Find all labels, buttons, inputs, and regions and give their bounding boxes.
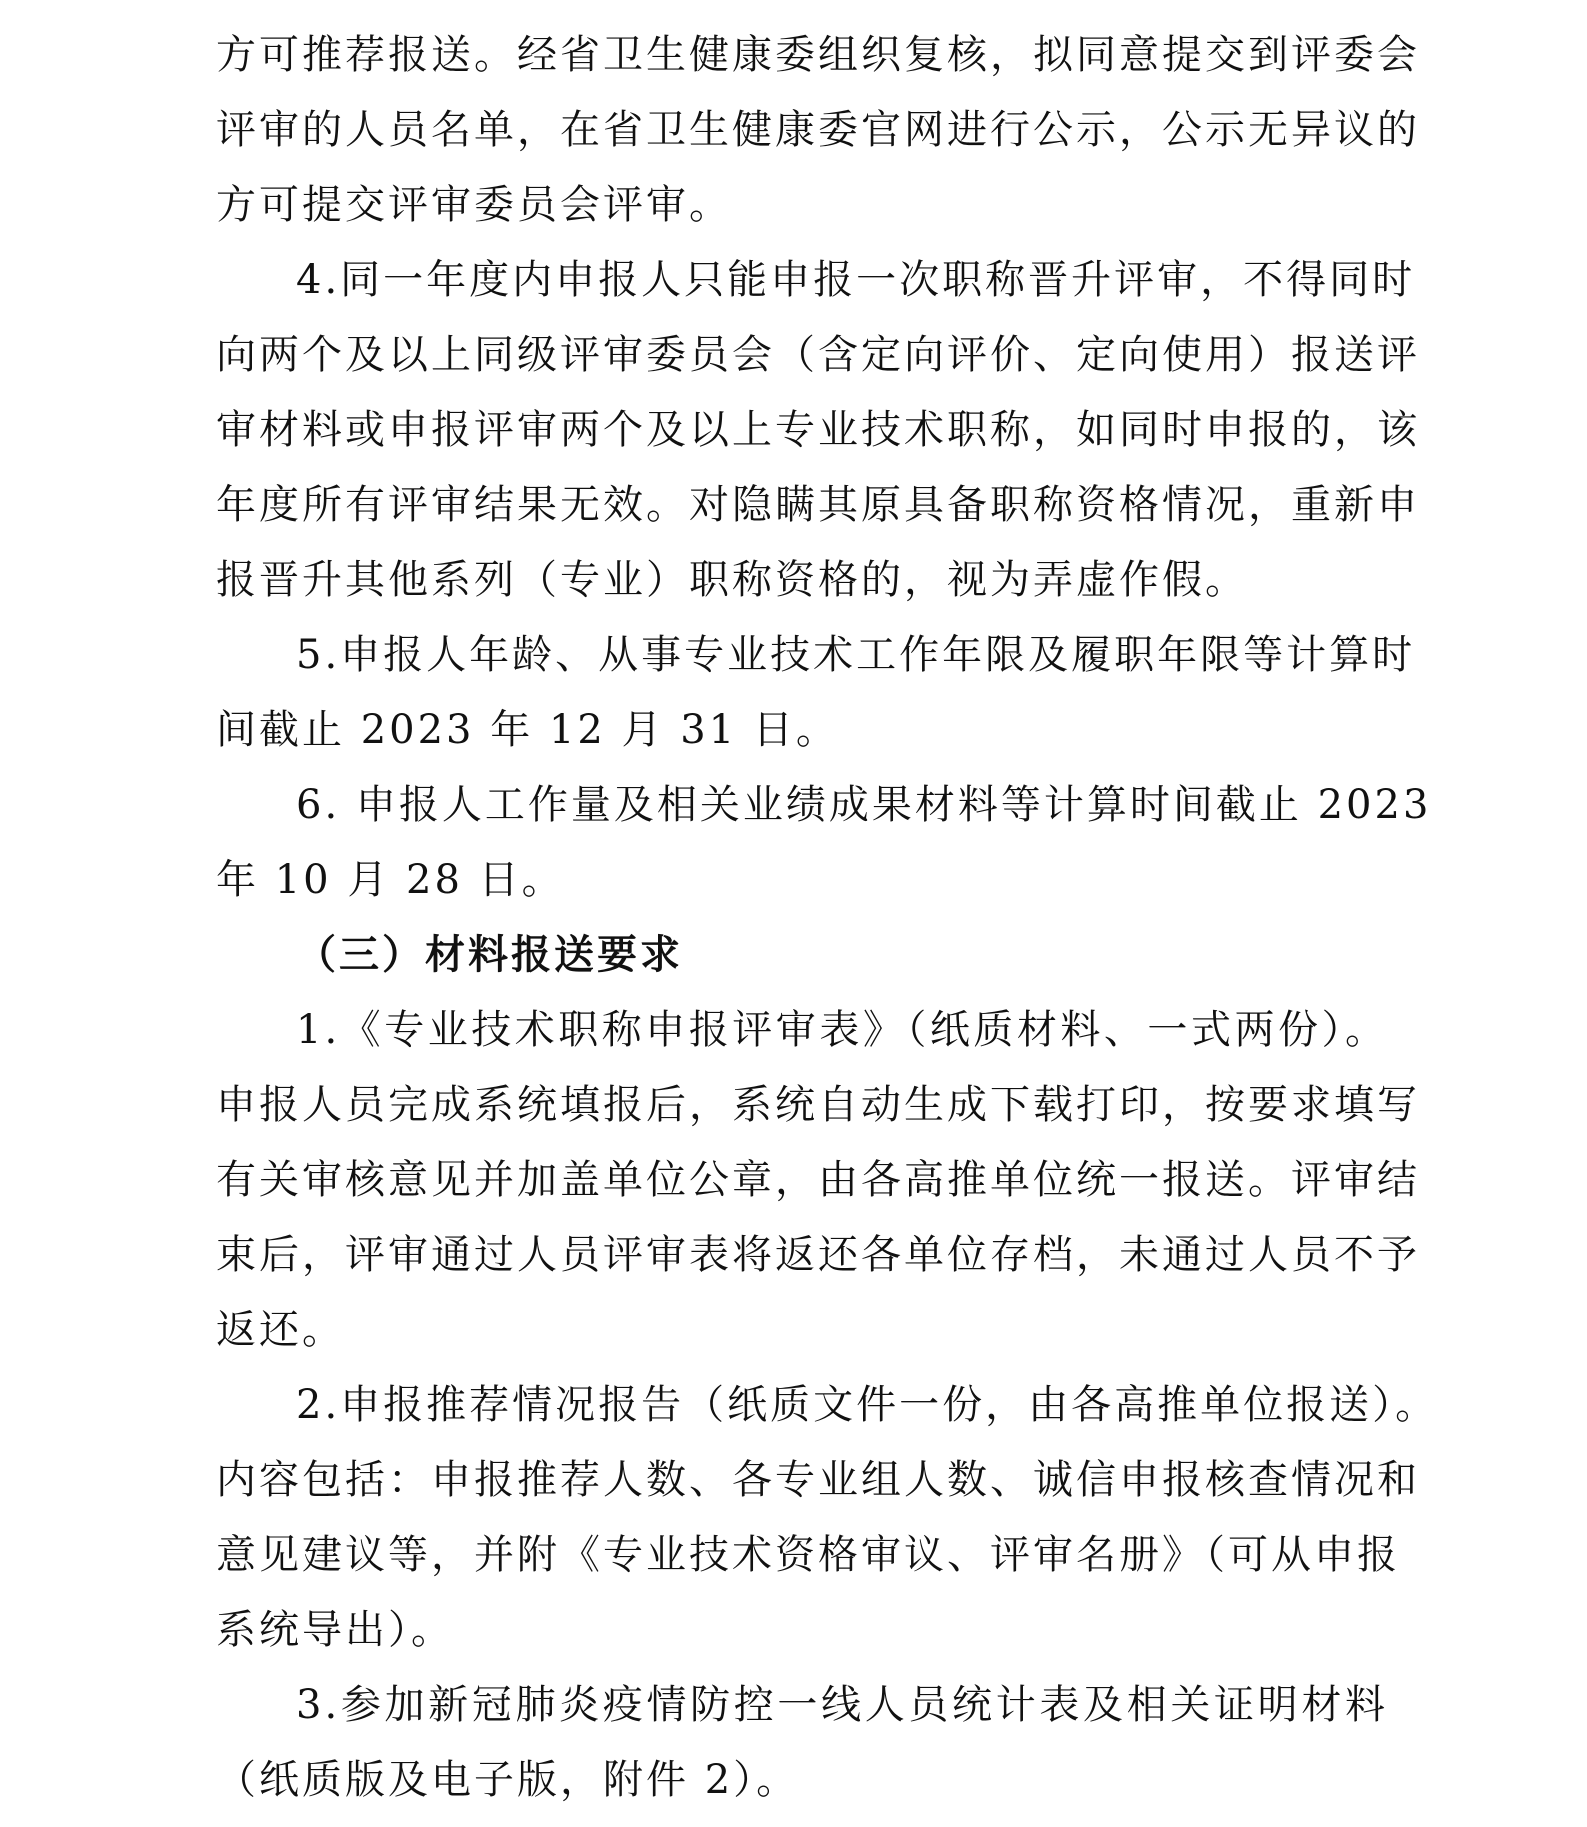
paragraph-line: 审材料或申报评审两个及以上专业技术职称，如同时申报的，该 xyxy=(216,407,1420,453)
paragraph-line: 方可推荐报送。经省卫生健康委组织复核，拟同意提交到评委会 xyxy=(216,32,1420,78)
paragraph-line: 报晋升其他系列（专业）职称资格的，视为弄虚作假。 xyxy=(216,557,1248,603)
paragraph-line: 有关审核意见并加盖单位公章，由各高推单位统一报送。评审结 xyxy=(216,1157,1420,1203)
paragraph-line: 评审的人员名单，在省卫生健康委官网进行公示，公示无异议的 xyxy=(216,107,1420,153)
paragraph-line: 申报人员完成系统填报后，系统自动生成下载打印，按要求填写 xyxy=(216,1082,1420,1128)
paragraph-line: 方可提交评审委员会评审。 xyxy=(216,182,732,228)
paragraph-line-item-3: 3.参加新冠肺炎疫情防控一线人员统计表及相关证明材料 xyxy=(296,1682,1388,1728)
paragraph-line-item-5: 5.申报人年龄、从事专业技术工作年限及履职年限等计算时 xyxy=(296,632,1416,678)
paragraph-line: 年度所有评审结果无效。对隐瞒其原具备职称资格情况，重新申 xyxy=(216,482,1420,528)
paragraph-line: 间截止 2023 年 12 月 31 日。 xyxy=(216,707,839,753)
paragraph-line: 年 10 月 28 日。 xyxy=(216,857,565,903)
paragraph-line-item-6: 6. 申报人工作量及相关业绩成果材料等计算时间截止 2023 xyxy=(296,782,1432,828)
paragraph-line: 向两个及以上同级评审委员会（含定向评价、定向使用）报送评 xyxy=(216,332,1420,378)
paragraph-line-item-4: 4.同一年度内申报人只能申报一次职称晋升评审，不得同时 xyxy=(296,257,1416,303)
paragraph-line: 返还。 xyxy=(216,1307,345,1353)
document-page xyxy=(216,18,1439,1818)
paragraph-line: 意见建议等，并附《专业技术资格审议、评审名册》（可从申报 xyxy=(216,1532,1400,1578)
paragraph-line: 系统导出）。 xyxy=(216,1607,454,1653)
paragraph-line-item-1: 1.《专业技术职称申报评审表》（纸质材料、一式两份）。 xyxy=(296,1007,1388,1053)
paragraph-line: 内容包括：申报推荐人数、各专业组人数、诚信申报核查情况和 xyxy=(216,1457,1420,1503)
section-heading: （三）材料报送要求 xyxy=(296,932,683,978)
paragraph-line: 束后，评审通过人员评审表将返还各单位存档，未通过人员不予 xyxy=(216,1232,1420,1278)
paragraph-line-item-2: 2.申报推荐情况报告（纸质文件一份，由各高推单位报送）。 xyxy=(296,1382,1439,1428)
paragraph-line: （纸质版及电子版，附件 2）。 xyxy=(216,1757,800,1803)
